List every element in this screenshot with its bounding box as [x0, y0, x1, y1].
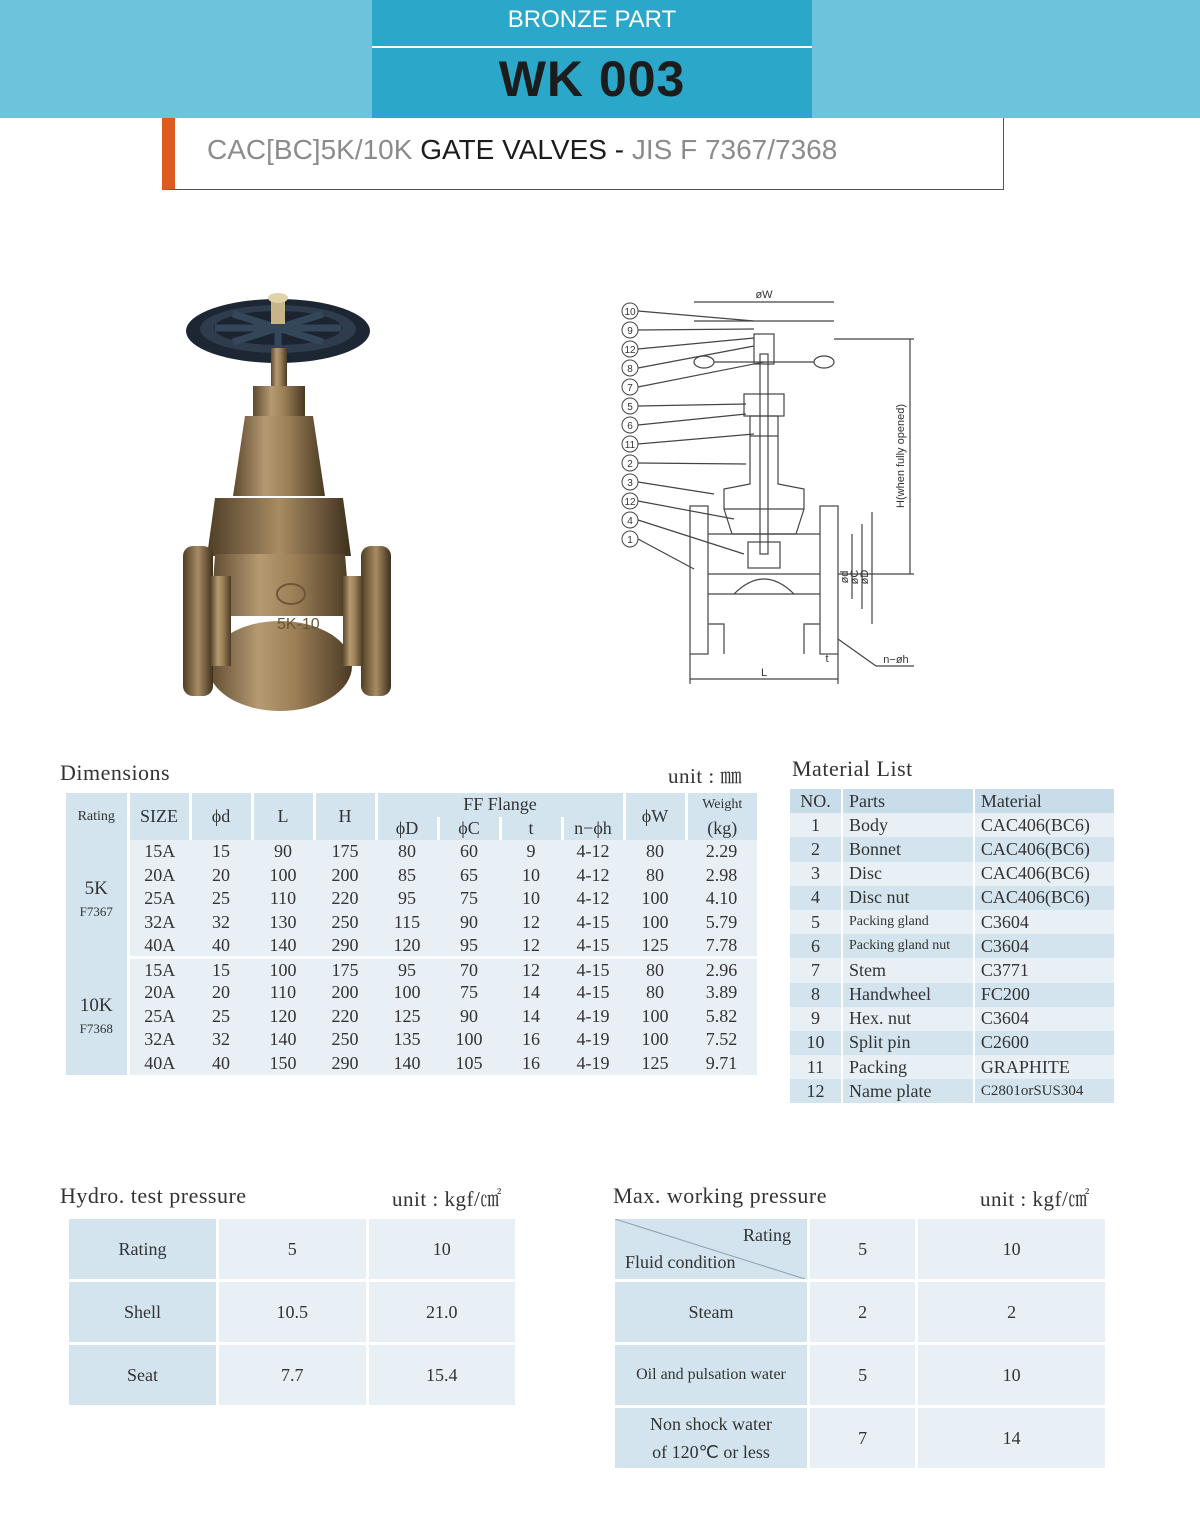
material-part: Handwheel: [842, 983, 974, 1007]
mwp-corner-rating: Rating: [743, 1225, 791, 1245]
material-no: 7: [790, 958, 842, 982]
table-cell: 80: [624, 864, 686, 888]
table-cell: 250: [314, 911, 376, 935]
part-balloon-label: 6: [627, 421, 633, 432]
table-cell: 7.78: [686, 934, 757, 958]
mwp-unit: unit : kgf/㎠: [980, 1187, 1090, 1211]
material-no: 12: [790, 1079, 842, 1103]
col-d: ϕd: [190, 793, 252, 840]
hydro-title: Hydro. test pressure: [60, 1183, 247, 1208]
mwp-label-water-1: Non shock water: [650, 1414, 772, 1434]
table-cell: 14: [500, 1005, 562, 1029]
dim-t-label: t: [825, 653, 829, 665]
mwp-label-water: [614, 1407, 809, 1470]
table-cell: 4-19: [562, 1052, 624, 1076]
dim-l-label: L: [760, 667, 768, 679]
table-cell: 40A: [128, 934, 190, 958]
table-cell: 90: [438, 1005, 500, 1029]
hydro-value-10: 10: [367, 1218, 517, 1281]
material-no: 5: [790, 910, 842, 934]
table-cell: 4-12: [562, 840, 624, 864]
table-cell: 95: [438, 934, 500, 958]
dimensions-table: [66, 793, 757, 1075]
material-spec: C3604: [974, 910, 1114, 934]
table-cell: 175: [314, 840, 376, 864]
mwp-label-steam: Steam: [614, 1281, 809, 1344]
material-spec: FC200: [974, 983, 1114, 1007]
table-cell: 140: [252, 934, 314, 958]
table-cell: 20A: [128, 981, 190, 1005]
product-title: [207, 134, 837, 166]
hydro-label: Shell: [68, 1281, 218, 1344]
table-cell: 290: [314, 1052, 376, 1076]
material-spec: CAC406(BC6): [974, 813, 1114, 837]
material-spec: C3604: [974, 1007, 1114, 1031]
material-no: 9: [790, 1007, 842, 1031]
material-no: 6: [790, 934, 842, 958]
table-cell: 100: [624, 1005, 686, 1029]
material-row: [790, 886, 1114, 910]
table-cell: 20: [190, 864, 252, 888]
table-cell: 85: [376, 864, 438, 888]
material-row: [790, 1079, 1114, 1103]
table-cell: 14: [500, 981, 562, 1005]
part-balloon-label: 9: [627, 326, 633, 337]
dimensions-unit: unit : ㎜: [668, 764, 743, 788]
title-suffix: JIS F 7367/7368: [631, 134, 838, 165]
material-part: Packing gland: [842, 910, 974, 934]
table-cell: 125: [624, 1052, 686, 1076]
part-balloon-label: 10: [624, 307, 636, 318]
table-row: [66, 1028, 757, 1052]
part-balloon-label: 5: [627, 402, 633, 413]
table-cell: 25: [190, 1005, 252, 1029]
table-cell: 60: [438, 840, 500, 864]
col-weight: Weight: [686, 793, 757, 817]
material-part: Body: [842, 813, 974, 837]
material-list-title: Material List: [792, 756, 913, 781]
table-cell: 5.79: [686, 911, 757, 935]
part-balloon-label: 12: [624, 345, 636, 356]
table-cell: 32A: [128, 911, 190, 935]
material-spec: CAC406(BC6): [974, 862, 1114, 886]
material-row: [790, 958, 1114, 982]
material-part: Stem: [842, 958, 974, 982]
col-C: ϕC: [438, 817, 500, 841]
table-cell: 95: [376, 887, 438, 911]
mat-col-material: Material: [974, 789, 1114, 813]
table-cell: 115: [376, 911, 438, 935]
table-cell: 20: [190, 981, 252, 1005]
dim-w-label: øW: [755, 289, 773, 301]
model-number: WK 003: [498, 51, 686, 107]
cross-section-drawing: [614, 284, 934, 694]
hydro-value-5: 7.7: [218, 1344, 368, 1407]
table-row: [66, 911, 757, 935]
table-cell: 200: [314, 864, 376, 888]
table-cell: 16: [500, 1028, 562, 1052]
table-row: [66, 934, 757, 958]
rating-value: 10K: [79, 995, 113, 1017]
table-cell: 65: [438, 864, 500, 888]
table-cell: 100: [624, 1028, 686, 1052]
part-balloon-label: 8: [627, 364, 633, 375]
col-D: ϕD: [376, 817, 438, 841]
table-cell: 5.82: [686, 1005, 757, 1029]
product-title-box: [162, 118, 1004, 190]
table-cell: 290: [314, 934, 376, 958]
table-cell: 90: [438, 911, 500, 935]
hydro-unit: unit : kgf/㎠: [392, 1187, 502, 1211]
mwp-rating-5: 5: [809, 1218, 917, 1281]
mwp-label-water-2: of 120℃ or less: [652, 1442, 770, 1462]
material-part: Name plate: [842, 1079, 974, 1103]
part-balloon-label: 12: [624, 497, 636, 508]
table-row: [66, 1052, 757, 1076]
table-cell: 4-19: [562, 1028, 624, 1052]
table-cell: 70: [438, 958, 500, 982]
dim-nh-label: n−øh: [883, 654, 909, 666]
table-cell: 95: [376, 958, 438, 982]
header-subtitle: BRONZE PART: [507, 6, 677, 33]
table-cell: 2.96: [686, 958, 757, 982]
header-divider: [372, 46, 812, 48]
dimensions-title: Dimensions: [60, 760, 171, 785]
title-dash: -: [606, 134, 632, 165]
table-cell: 32A: [128, 1028, 190, 1052]
table-cell: 4-12: [562, 864, 624, 888]
table-row: [66, 958, 757, 982]
table-cell: 220: [314, 887, 376, 911]
table-cell: 32: [190, 1028, 252, 1052]
part-balloon-label: 2: [627, 459, 633, 470]
material-part: Disc: [842, 862, 974, 886]
table-cell: 130: [252, 911, 314, 935]
table-cell: 150: [252, 1052, 314, 1076]
mwp-oil-5: 5: [809, 1344, 917, 1407]
table-cell: 4-19: [562, 1005, 624, 1029]
material-spec: C3771: [974, 958, 1114, 982]
material-row: [790, 1055, 1114, 1079]
hydro-row: [68, 1344, 517, 1407]
table-cell: 4-15: [562, 981, 624, 1005]
rating-group-cell: [66, 958, 128, 1076]
table-cell: 100: [252, 958, 314, 982]
table-cell: 100: [252, 864, 314, 888]
table-cell: 4-15: [562, 934, 624, 958]
mwp-water-5: 7: [809, 1407, 917, 1470]
part-balloon-label: 3: [627, 478, 633, 489]
table-cell: 75: [438, 981, 500, 1005]
title-main: GATE VALVES: [420, 134, 607, 165]
material-row: [790, 983, 1114, 1007]
col-w: ϕW: [624, 793, 686, 840]
table-cell: 12: [500, 934, 562, 958]
table-cell: 4-15: [562, 958, 624, 982]
material-table: [790, 789, 1114, 1103]
table-cell: 110: [252, 981, 314, 1005]
table-cell: 80: [624, 840, 686, 864]
col-t: t: [500, 817, 562, 841]
table-cell: 175: [314, 958, 376, 982]
material-no: 4: [790, 886, 842, 910]
hydro-value-10: 21.0: [367, 1281, 517, 1344]
mwp-label-oil: Oil and pulsation water: [614, 1344, 809, 1407]
material-no: 1: [790, 813, 842, 837]
material-part: Disc nut: [842, 886, 974, 910]
table-row: [66, 840, 757, 864]
table-cell: 4-15: [562, 911, 624, 935]
table-cell: 2.98: [686, 864, 757, 888]
table-cell: 100: [438, 1028, 500, 1052]
material-spec: CAC406(BC6): [974, 886, 1114, 910]
hydro-label: Rating: [68, 1218, 218, 1281]
hydro-value-5: 10.5: [218, 1281, 368, 1344]
table-cell: 25A: [128, 1005, 190, 1029]
dim-d-label: ød: [839, 570, 851, 584]
material-row: [790, 1031, 1114, 1055]
table-cell: 100: [376, 981, 438, 1005]
material-part: Packing: [842, 1055, 974, 1079]
material-row: [790, 1007, 1114, 1031]
table-cell: 9.71: [686, 1052, 757, 1076]
hydro-test-table: [66, 1216, 518, 1408]
table-cell: 220: [314, 1005, 376, 1029]
dim-c-label: øC: [849, 569, 861, 585]
mwp-water-10: 14: [917, 1407, 1107, 1470]
table-cell: 125: [624, 934, 686, 958]
mwp-title: Max. working pressure: [613, 1183, 827, 1208]
material-row: [790, 813, 1114, 837]
table-cell: 200: [314, 981, 376, 1005]
material-no: 3: [790, 862, 842, 886]
table-cell: 4-12: [562, 887, 624, 911]
material-spec: C2600: [974, 1031, 1114, 1055]
table-cell: 15A: [128, 840, 190, 864]
table-cell: 25: [190, 887, 252, 911]
mat-col-no: NO.: [790, 789, 842, 813]
material-no: 8: [790, 983, 842, 1007]
col-ff-flange: FF Flange: [376, 793, 624, 817]
mwp-steam-5: 2: [809, 1281, 917, 1344]
hydro-value-10: 15.4: [367, 1344, 517, 1407]
material-spec: C3604: [974, 934, 1114, 958]
table-row: [66, 1005, 757, 1029]
table-cell: 110: [252, 887, 314, 911]
table-cell: 80: [624, 981, 686, 1005]
dim-D-label: øD: [859, 569, 871, 585]
table-cell: 40A: [128, 1052, 190, 1076]
material-part: Bonnet: [842, 837, 974, 861]
table-cell: 32: [190, 911, 252, 935]
photo-marks: 5K-10: [277, 616, 320, 633]
table-cell: 120: [376, 934, 438, 958]
max-working-pressure-table: [612, 1216, 1108, 1471]
part-balloon-label: 11: [624, 440, 636, 451]
mwp-corner-cell: [614, 1218, 809, 1281]
material-spec: GRAPHITE: [974, 1055, 1114, 1079]
table-cell: 80: [376, 840, 438, 864]
col-size: SIZE: [128, 793, 190, 840]
material-row: [790, 862, 1114, 886]
table-cell: 140: [376, 1052, 438, 1076]
header-box: [372, 0, 812, 118]
table-cell: 100: [624, 887, 686, 911]
col-rating: Rating: [66, 793, 128, 840]
table-cell: 7.52: [686, 1028, 757, 1052]
table-cell: 3.89: [686, 981, 757, 1005]
table-cell: 25A: [128, 887, 190, 911]
table-row: [66, 981, 757, 1005]
mwp-oil-10: 10: [917, 1344, 1107, 1407]
part-balloon-label: 1: [627, 535, 633, 546]
hydro-label: Seat: [68, 1344, 218, 1407]
hydro-value-5: 5: [218, 1218, 368, 1281]
table-row: [66, 887, 757, 911]
table-cell: 40: [190, 934, 252, 958]
material-spec: C2801orSUS304: [974, 1079, 1114, 1103]
mwp-corner-fluid: Fluid condition: [625, 1252, 736, 1272]
table-cell: 120: [252, 1005, 314, 1029]
mwp-steam-10: 2: [917, 1281, 1107, 1344]
rating-standard: F7368: [79, 1021, 113, 1037]
mat-col-parts: Parts: [842, 789, 974, 813]
rating-value: 5K: [84, 877, 108, 899]
table-cell: 15: [190, 840, 252, 864]
table-cell: 135: [376, 1028, 438, 1052]
col-l: L: [252, 793, 314, 840]
table-row: [66, 864, 757, 888]
material-part: Hex. nut: [842, 1007, 974, 1031]
material-row: [790, 934, 1114, 958]
table-cell: 75: [438, 887, 500, 911]
part-balloon-label: 4: [627, 516, 633, 527]
table-cell: 10: [500, 887, 562, 911]
material-no: 2: [790, 837, 842, 861]
table-cell: 12: [500, 911, 562, 935]
table-cell: 15: [190, 958, 252, 982]
material-spec: CAC406(BC6): [974, 837, 1114, 861]
table-cell: 100: [624, 911, 686, 935]
table-cell: 125: [376, 1005, 438, 1029]
part-balloon-label: 7: [627, 383, 633, 394]
col-h: H: [314, 793, 376, 840]
table-cell: 9: [500, 840, 562, 864]
table-cell: 90: [252, 840, 314, 864]
mwp-rating-10: 10: [917, 1218, 1107, 1281]
material-no: 11: [790, 1055, 842, 1079]
rating-standard: F7367: [79, 903, 113, 919]
table-cell: 12: [500, 958, 562, 982]
hydro-row: [68, 1218, 517, 1281]
col-nh: n−ϕh: [562, 817, 624, 841]
material-row: [790, 837, 1114, 861]
material-part: Split pin: [842, 1031, 974, 1055]
valve-photo: [175, 286, 405, 726]
table-cell: 10: [500, 864, 562, 888]
table-cell: 20A: [128, 864, 190, 888]
table-cell: 4.10: [686, 887, 757, 911]
material-row: [790, 910, 1114, 934]
col-kg: (kg): [686, 817, 757, 841]
title-prefix: CAC[BC]5K/10K: [207, 134, 421, 165]
hydro-row: [68, 1281, 517, 1344]
table-cell: 16: [500, 1052, 562, 1076]
rating-group-cell: [66, 840, 128, 958]
table-cell: 80: [624, 958, 686, 982]
table-cell: 250: [314, 1028, 376, 1052]
table-cell: 140: [252, 1028, 314, 1052]
table-cell: 15A: [128, 958, 190, 982]
dim-h-label: H(when fully opened): [895, 404, 907, 508]
table-cell: 40: [190, 1052, 252, 1076]
material-no: 10: [790, 1031, 842, 1055]
table-cell: 2.29: [686, 840, 757, 864]
material-part: Packing gland nut: [842, 934, 974, 958]
table-cell: 105: [438, 1052, 500, 1076]
